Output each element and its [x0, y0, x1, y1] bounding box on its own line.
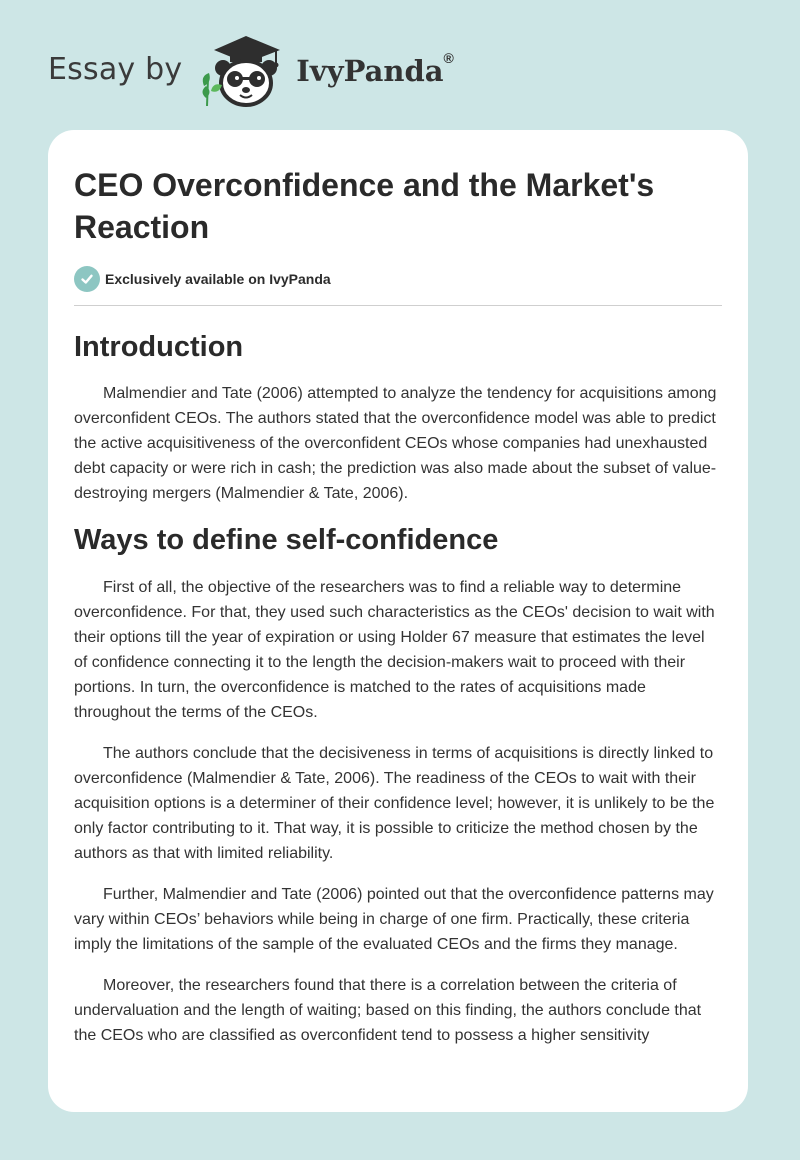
exclusive-badge-label: Exclusively available on IvyPanda: [105, 271, 331, 287]
paragraph: Malmendier and Tate (2006) attempted to analyze the tendency for acquisitions among overconfident CEOs. The authors stated that the overconfidence model was able to predict the active acquisitiveness of the overconfident CEOs whose companies had unexhausted debt capacity or were rich in cash; the prediction was also made about the subset of value-destroying mergers (Malmendier & Tate, 2006).: [74, 385, 717, 502]
paragraph: Moreover, the researchers found that there is a correlation between the criteria of undervaluation and the length of waiting; based on this finding, the authors conclude that the CEOs who are classified as overconfident tend to possess a higher sensitivity: [74, 977, 702, 1044]
exclusive-badge: [74, 265, 722, 293]
registered-mark: ®: [443, 50, 454, 66]
paragraph: Further, Malmendier and Tate (2006) pointed out that the overconfidence patterns may vary within CEOs’ behaviors while being in charge of one firm. Practically, these criteria imply the limitations of the sample of the evaluated CEOs and the firms they manage.: [74, 886, 714, 953]
title-divider: [74, 305, 722, 306]
check-icon: [74, 266, 100, 292]
panda-graduate-icon[interactable]: [200, 30, 292, 110]
section-introduction: [74, 329, 722, 506]
page-title: CEO Overconfidence and the Market's Reaction: [74, 167, 655, 245]
section-heading: Introduction: [74, 331, 244, 363]
section-ways-to-define-self-confidence: [74, 522, 722, 1048]
brand-name[interactable]: [296, 50, 454, 88]
paragraph: The authors conclude that the decisiveness in terms of acquisitions is directly linked to overconfidence (Malmendier & Tate, 2006). The readiness of the CEOs to wait with their acquisition options is a determiner of their confidence level; however, it is unlikely to be the only factor contributing to it. That way, it is possible to criticize the method chosen by the authors as that with limited reliability.: [74, 745, 715, 862]
brand-name-text: IvyPanda: [296, 54, 444, 88]
essay-card: [48, 130, 748, 1112]
section-heading: Ways to define self-confidence: [74, 524, 499, 556]
essay-by-label: Essay by: [48, 51, 183, 87]
site-header: [48, 30, 454, 110]
paragraph: First of all, the objective of the researchers was to find a reliable way to determine overconfidence. For that, they used such characteristics as the CEOs' decision to wait with their options till the year of expiration or using Holder 67 measure that estimates the level of confidence connecting it to the length the decision-makers wait to proceed with their portions. In turn, the overconfidence is matched to the rates of acquisitions made throughout the terms of the CEOs.: [74, 579, 715, 721]
